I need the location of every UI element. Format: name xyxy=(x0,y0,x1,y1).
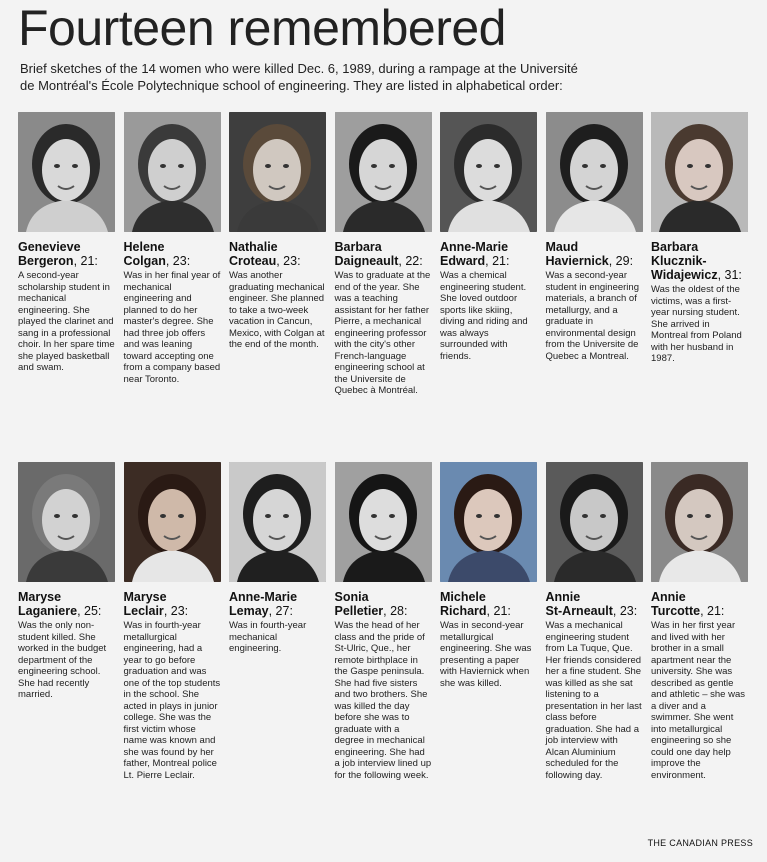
portrait-photo xyxy=(124,462,221,582)
page-title: Fourteen remembered xyxy=(18,0,506,56)
portrait-photo xyxy=(124,112,221,232)
portrait-photo xyxy=(229,112,326,232)
victim-bio: Was to graduate at the end of the year. She was a teaching assistant for her father Pierre, a mechanical engineering professor with the city's other French-language engineering school at the Universite de Quebec à Montréal. xyxy=(334,270,431,396)
victim-bio: Was the only non-student killed. She worked in the budget department of the engineering school. She had recently married. xyxy=(18,620,107,700)
portrait-photo xyxy=(651,462,748,582)
portrait-photo xyxy=(440,112,537,232)
victim-name xyxy=(18,240,118,268)
last-name: Edward xyxy=(440,254,486,268)
last-name: Daigneault xyxy=(334,254,399,268)
age: , 27: xyxy=(268,604,293,618)
first-name: Maryse xyxy=(18,590,62,604)
portrait-photo xyxy=(18,112,115,232)
portrait-photo xyxy=(440,462,537,582)
age: , 31: xyxy=(717,268,742,282)
victim-bio: A second-year scholarship student in mechanical engineering. She played the clarinet and sang in a professional choir. In her spare time she played basketball and swam. xyxy=(18,270,115,373)
last-name: Haviernick xyxy=(545,254,609,268)
first-name: Annie xyxy=(651,590,686,604)
portrait-photo xyxy=(335,462,432,582)
last-name: Turcotte xyxy=(651,604,701,618)
first-name: Barbara xyxy=(334,240,382,254)
first-name: Barbara xyxy=(651,240,699,254)
intro-line-1: Brief sketches of the 14 women who were killed Dec. 6, 1989, during a rampage at the Université xyxy=(20,61,578,76)
victim-name xyxy=(651,240,751,282)
victim-card xyxy=(651,462,751,781)
victims-row-1 xyxy=(18,112,758,512)
victim-name xyxy=(440,590,540,618)
age: , 28: xyxy=(383,604,408,618)
age: , 21: xyxy=(486,604,511,618)
victim-bio: Was in her first year and lived with her brother in a small apartment near the university. She was described as gentle and athletic – she was a diver and a swimmer. She went into metallurgical engineering so she could one day help improve the environment. xyxy=(651,620,746,781)
portrait-photo xyxy=(229,462,326,582)
victim-card xyxy=(229,462,329,655)
victims-row-2 xyxy=(18,462,758,862)
first-name: Helene xyxy=(123,240,165,254)
victim-card xyxy=(335,462,435,781)
portrait-photo xyxy=(546,462,643,582)
victim-name xyxy=(546,240,646,268)
victim-card xyxy=(124,462,224,781)
victim-card xyxy=(440,462,540,689)
last-name: Colgan xyxy=(123,254,166,268)
portrait-photo xyxy=(651,112,748,232)
first-name: Maryse xyxy=(123,590,167,604)
victim-name xyxy=(651,590,751,618)
victim-name xyxy=(335,240,435,268)
victim-name xyxy=(124,590,224,618)
victim-name xyxy=(546,590,646,618)
first-name: Genevieve xyxy=(18,240,81,254)
victim-card xyxy=(124,112,224,385)
victim-bio: Was in fourth-year mechanical engineering. xyxy=(229,620,307,654)
portrait-photo xyxy=(18,462,115,582)
intro-line-2: de Montréal's École Polytechnique school of engineering. They are listed in alphabetical order: xyxy=(20,78,563,93)
age: , 23: xyxy=(163,604,189,618)
victim-card xyxy=(335,112,435,397)
last-name: Lemay xyxy=(229,604,269,618)
victim-name xyxy=(18,590,118,618)
last-name: Croteau xyxy=(229,254,277,268)
age: , 21: xyxy=(73,254,98,268)
victim-name xyxy=(229,590,329,618)
age: , 29: xyxy=(608,254,634,268)
last-name: St-Arneault xyxy=(545,604,613,618)
first-name: Nathalie xyxy=(229,240,278,254)
age: , 21: xyxy=(485,254,510,268)
victim-bio: Was another graduating mechanical engineer. She planned to take a two-week vacation in Cancun, Mexico, with Colgan at the end of the month. xyxy=(229,270,325,350)
victim-bio: Was a chemical engineering student. She loved outdoor sports like skiing, diving and riding and was always surrounded with friends. xyxy=(440,270,528,362)
photo-credit: THE CANADIAN PRESS xyxy=(647,838,753,848)
victim-bio: Was the head of her class and the pride of St-Ulric, Que., her remote birthplace in the Gaspe peninsula. She had five sisters and two brothers. She was killed the day before she was to graduate with a degree in mechanical engineering. She had a job interview lined up for the following week. xyxy=(334,620,432,781)
last-name: Bergeron xyxy=(18,254,74,268)
first-name: Anne-Marie xyxy=(229,590,298,604)
victim-bio: Was the oldest of the victims, was a first-year nursing student. She arrived in Montreal from Poland with her husband in 1987. xyxy=(651,284,742,364)
last-name: Richard xyxy=(440,604,487,618)
first-name: Sonia xyxy=(334,590,369,604)
portrait-photo xyxy=(546,112,643,232)
intro-text xyxy=(20,60,720,94)
age: , 23: xyxy=(276,254,301,268)
victim-card xyxy=(546,462,646,781)
victim-name xyxy=(440,240,540,268)
victim-bio: Was a mechanical engineering student from La Tuque, Que. Her friends considered her a fine student. She was killed as she sat listening to a presentation in her last class before graduation. She had a job interview with Alcan Aluminium scheduled for the following day. xyxy=(545,620,642,781)
victim-card xyxy=(651,112,751,365)
victim-bio: Was in fourth-year metallurgical engineering, had a year to go before graduation and was one of the top students in the school. She acted in plays in junior college. She was the first victim whose name was known and she was found by her father, Montreal police Lt. Pierre Leclair. xyxy=(123,620,221,781)
victim-bio: Was in second-year metallurgical engineering. She was presenting a paper with Haviernick when she was killed. xyxy=(440,620,532,689)
first-name: Anne-Marie xyxy=(440,240,509,254)
victim-bio: Was in her final year of mechanical engineering and planned to do her master's degree. She had three job offers and was leaning toward accepting one from a company based near Toronto. xyxy=(123,270,221,385)
victim-name xyxy=(335,590,435,618)
age: , 21: xyxy=(700,604,725,618)
victim-name xyxy=(229,240,329,268)
age: , 23: xyxy=(612,604,638,618)
victim-card xyxy=(18,112,118,374)
first-name: Annie xyxy=(545,590,581,604)
victim-card xyxy=(18,462,118,701)
age: , 25: xyxy=(77,604,102,618)
last-name: Leclair xyxy=(123,604,164,618)
portrait-photo xyxy=(335,112,432,232)
victim-name xyxy=(124,240,224,268)
last-name: Klucznik-Widajewicz xyxy=(651,254,718,282)
age: , 22: xyxy=(398,254,423,268)
last-name: Pelletier xyxy=(334,604,384,618)
first-name: Maud xyxy=(545,240,579,254)
victim-bio: Was a second-year student in engineering materials, a branch of metallurgy, and a graduate in environmental design from the Universite de Quebec a Montreal. xyxy=(545,270,639,362)
last-name: Laganiere xyxy=(18,604,78,618)
age: , 23: xyxy=(165,254,191,268)
first-name: Michele xyxy=(440,590,486,604)
victim-card xyxy=(440,112,540,362)
victim-card xyxy=(229,112,329,351)
victim-card xyxy=(546,112,646,362)
